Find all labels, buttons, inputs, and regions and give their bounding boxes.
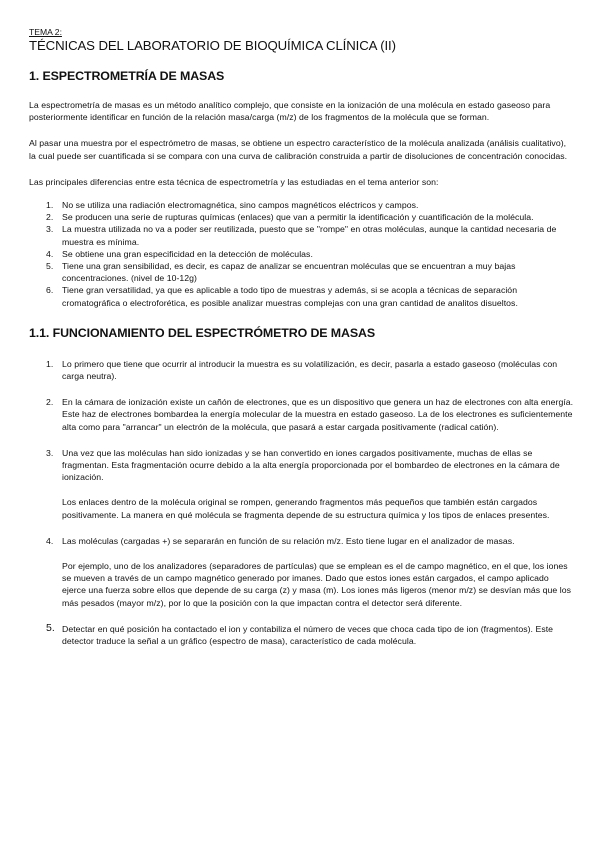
list-item-text: No se utiliza una radiación electromagnética, sino campos magnéticos eléctricos y campos. [62, 200, 419, 211]
document-page [29, 27, 574, 661]
steps-list [29, 358, 574, 647]
subsection-heading: 1.1. FUNCIONAMIENTO DEL ESPECTRÓMETRO DE MASAS [29, 325, 376, 340]
paragraph: Al pasar una muestra por el espectrómetro de masas, se obtiene un espectro característico de la molécula analizada (análisis cualitativo), la cual puede ser cuantificada si se compara con una curva de calibración construida a partir de disoluciones de concentración conocidas. [29, 138, 568, 161]
list-number: 1. [46, 200, 54, 211]
list-item [29, 284, 574, 308]
list-item-text: Se obtiene una gran especificidad en la detección de moléculas. [62, 248, 313, 259]
list-number: 6. [46, 285, 54, 296]
list-number: 4. [46, 248, 54, 259]
list-item [29, 248, 574, 260]
list-item-text: Detectar en qué posición ha contactado el ion y contabiliza el número de veces que choca cada tipo de ion (fragmentos). Este detector traduce la señal a un gráfico (espectro de masa), característico de cada molécula. [62, 623, 554, 647]
list-item-text: Se producen una serie de rupturas químicas (enlaces) que van a permitir la identificación y cuantificación de la molécula. [62, 212, 534, 223]
list-item [29, 199, 574, 211]
paragraph: Las principales diferencias entre esta técnica de espectrometría y las estudiadas en el tema anterior son: [29, 176, 439, 187]
document-title: TÉCNICAS DEL LABORATORIO DE BIOQUÍMICA CLÍNICA (II) [29, 38, 396, 53]
section-heading: 1. ESPECTROMETRÍA DE MASAS [29, 69, 225, 83]
list-number: 5. [46, 261, 54, 272]
list-item [29, 358, 574, 382]
list-number: 5. [46, 621, 55, 634]
list-item-subparagraph: Los enlaces dentro de la molécula original se rompen, generando fragmentos más pequeños que también están cargados positivamente. La manera en qué molécula se fragmenta depende de su estructura química y los tipos de enlaces presentes. [62, 497, 550, 520]
list-item [29, 223, 574, 247]
list-item [29, 260, 574, 284]
list-item-text: Tiene gran versatilidad, ya que es aplicable a todo tipo de muestras y además, si se acopla a técnicas de separación cromatográfica o electroforética, es posible analizar muestras complejas con una gran cantidad de analitos disueltos. [62, 285, 518, 308]
list-number: 1. [46, 358, 54, 369]
list-item [29, 535, 574, 609]
list-item-text: Una vez que las moléculas han sido ionizadas y se han convertido en iones cargados positivamente, muchas de ellas se fragmentan. Esta fragmentación ocurre debido a la alta energía proporcionada por el bombardeo de electrones en la cámara de ionización. [62, 447, 560, 483]
list-item [29, 447, 574, 521]
topic-label: TEMA 2: [29, 27, 62, 37]
list-number: 2. [46, 397, 54, 408]
differences-list [29, 199, 574, 309]
list-number: 3. [46, 447, 54, 458]
list-number: 4. [46, 535, 54, 546]
list-item-text: En la cámara de ionización existe un cañón de electrones, que es un dispositivo que genera un haz de electrones con alta energía. Este haz de electrones bombardea la energía molecular de la muestra en estado gaseoso. La de los electrones es suficientemente alta como para "arrancar" un electrón de la molécula, que pasará a estar cargada positivamente (radical catión). [62, 397, 574, 432]
list-item-subparagraph: Por ejemplo, uno de los analizadores (separadores de partículas) que se emplean es el de campo magnético, en el que, los iones se mueven a través de un campo magnético generado por imanes. Dado que estos iones están cargados, el campo aplicado ejerce una fuerza sobre ellos que depende de su carga (z) y masa (m). Los iones más ligeros (menor m/z) se desvían más que los más pesados (mayor m/z), por lo que la posición con la que impactan contra el detector será diferente. [62, 561, 571, 608]
list-item-text: Las moléculas (cargadas +) se separarán en función de su relación m/z. Esto tiene lugar en el analizador de masas. [62, 535, 515, 546]
list-item [29, 396, 574, 433]
list-item-text: La muestra utilizada no va a poder ser reutilizada, puesto que se "rompe" en otras moléculas, aunque la cantidad necesaria de muestra es mínima. [62, 224, 557, 247]
list-item [29, 211, 574, 223]
list-number: 3. [46, 224, 54, 235]
list-item-text: Tiene una gran sensibilidad, es decir, es capaz de analizar se encuentran moléculas que se encuentran a muy bajas concentraciones. (nivel de 10-12g) [62, 261, 516, 284]
list-item-text: Lo primero que tiene que ocurrir al introducir la muestra es su volatilización, es decir, pasarla a estado gaseoso (moléculas con carga neutra). [62, 358, 558, 382]
list-number: 2. [46, 212, 54, 223]
paragraph: La espectrometría de masas es un método analítico complejo, que consiste en la ionización de una molécula en estado gaseoso para posteriormente identificar en función de la relación masa/carga (m/z) de los fragmentos de la molécula que se forman. [29, 100, 551, 123]
list-item [29, 623, 574, 647]
